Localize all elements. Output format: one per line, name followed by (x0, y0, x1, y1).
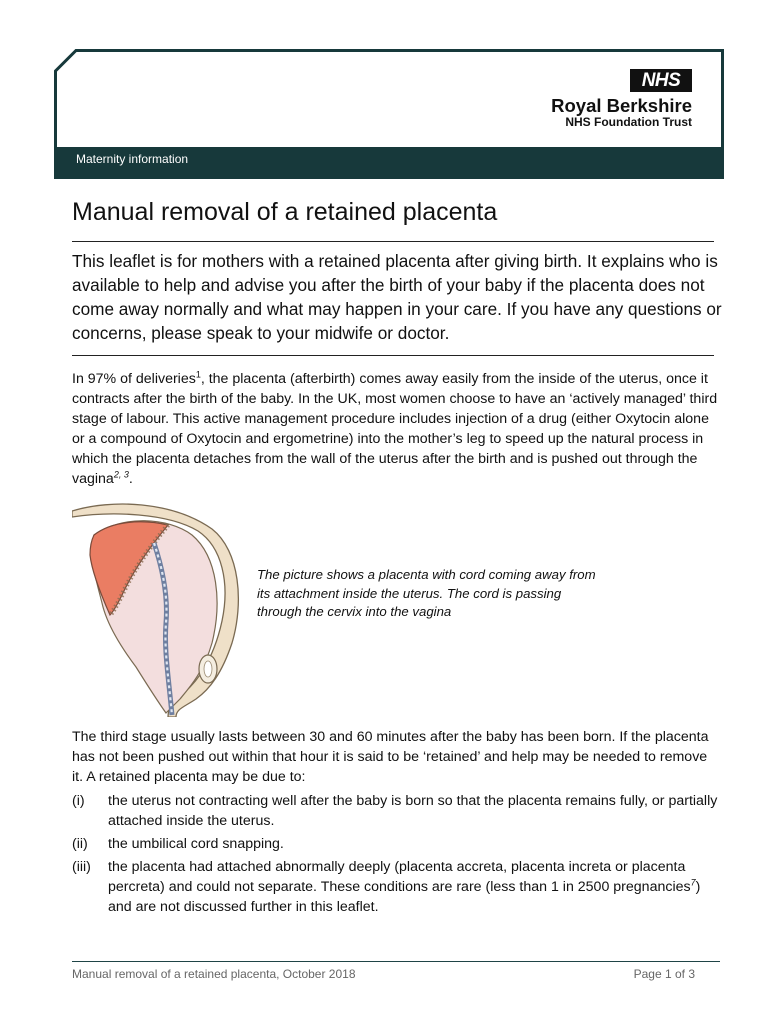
para1-text-c: . (128, 471, 133, 487)
list-text-end: ) and are not discussed further in this leaflet. (108, 879, 701, 915)
list-number: (iii) (72, 859, 91, 875)
title-divider (72, 241, 714, 242)
section-label: Maternity information (76, 152, 189, 166)
list-number: (ii) (72, 836, 88, 852)
footer-divider (72, 961, 720, 962)
para1-text-a: In 97% of deliveries (72, 371, 196, 387)
intro-paragraph: This leaflet is for mothers with a retained placenta after giving birth. It explains who is available to help and advise you after the birth of your baby if the placenta does not come away normally and what may happen in your care. If you have any questions or concerns, please speak to your midwife or doctor. (72, 251, 722, 343)
list-item (72, 834, 722, 854)
footer-doc-title: Manual removal of a retained placenta, October 2018 (72, 967, 356, 981)
list-item (72, 857, 722, 917)
body-paragraph-2: The third stage usually lasts between 30 and 60 minutes after the baby has been born. If the placenta has not been pushed out within that hour it is said to be ‘retained’ and help may be needed to remove it. A retained placenta may be due to: (72, 729, 709, 785)
list-number: (i) (72, 793, 85, 809)
list-text: the uterus not contracting well after the baby is born so that the placenta remains fully, or partially attached inside the uterus. (108, 793, 718, 829)
list-item (72, 791, 722, 831)
trust-name: Royal Berkshire (551, 95, 692, 116)
para1-text-b: , the placenta (afterbirth) comes away easily from the inside of the uterus, once it contracts after the birth of the baby. In the UK, most women choose to have an ‘actively managed’ third stage of labour. This active management procedure includes injection of a drug (either Oxytocin alone or a compound of Oxytocin and ergometrine) into the mother’s leg to speed up the natural process in which the placenta detaches from the wall of the uterus after the birth and is pushed out through the vagina (72, 371, 718, 487)
intro-divider (72, 355, 714, 356)
list-text: the umbilical cord snapping. (108, 836, 284, 852)
list-text: the placenta had attached abnormally deeply (placenta accreta, placenta increta or placenta percreta) and could not separate. These conditions are rare (less than 1 in 2500 pregnancies (108, 859, 691, 895)
trust-subtitle: NHS Foundation Trust (565, 115, 692, 129)
causes-list (72, 791, 722, 920)
placenta-illustration (72, 503, 244, 717)
page-title: Manual removal of a retained placenta (72, 198, 498, 226)
body-paragraph-1 (72, 369, 722, 489)
footnote-ref-2-3: 2, 3 (113, 469, 129, 480)
footnote-ref-7: 7 (690, 877, 696, 888)
figure-caption: The picture shows a placenta with cord coming away from its attachment inside the uterus. The cord is passing through the cervix into the vagina (257, 567, 596, 619)
nhs-logo: NHS (630, 69, 692, 92)
page-number: Page 1 of 3 (633, 967, 695, 981)
footnote-ref-1: 1 (195, 369, 201, 380)
